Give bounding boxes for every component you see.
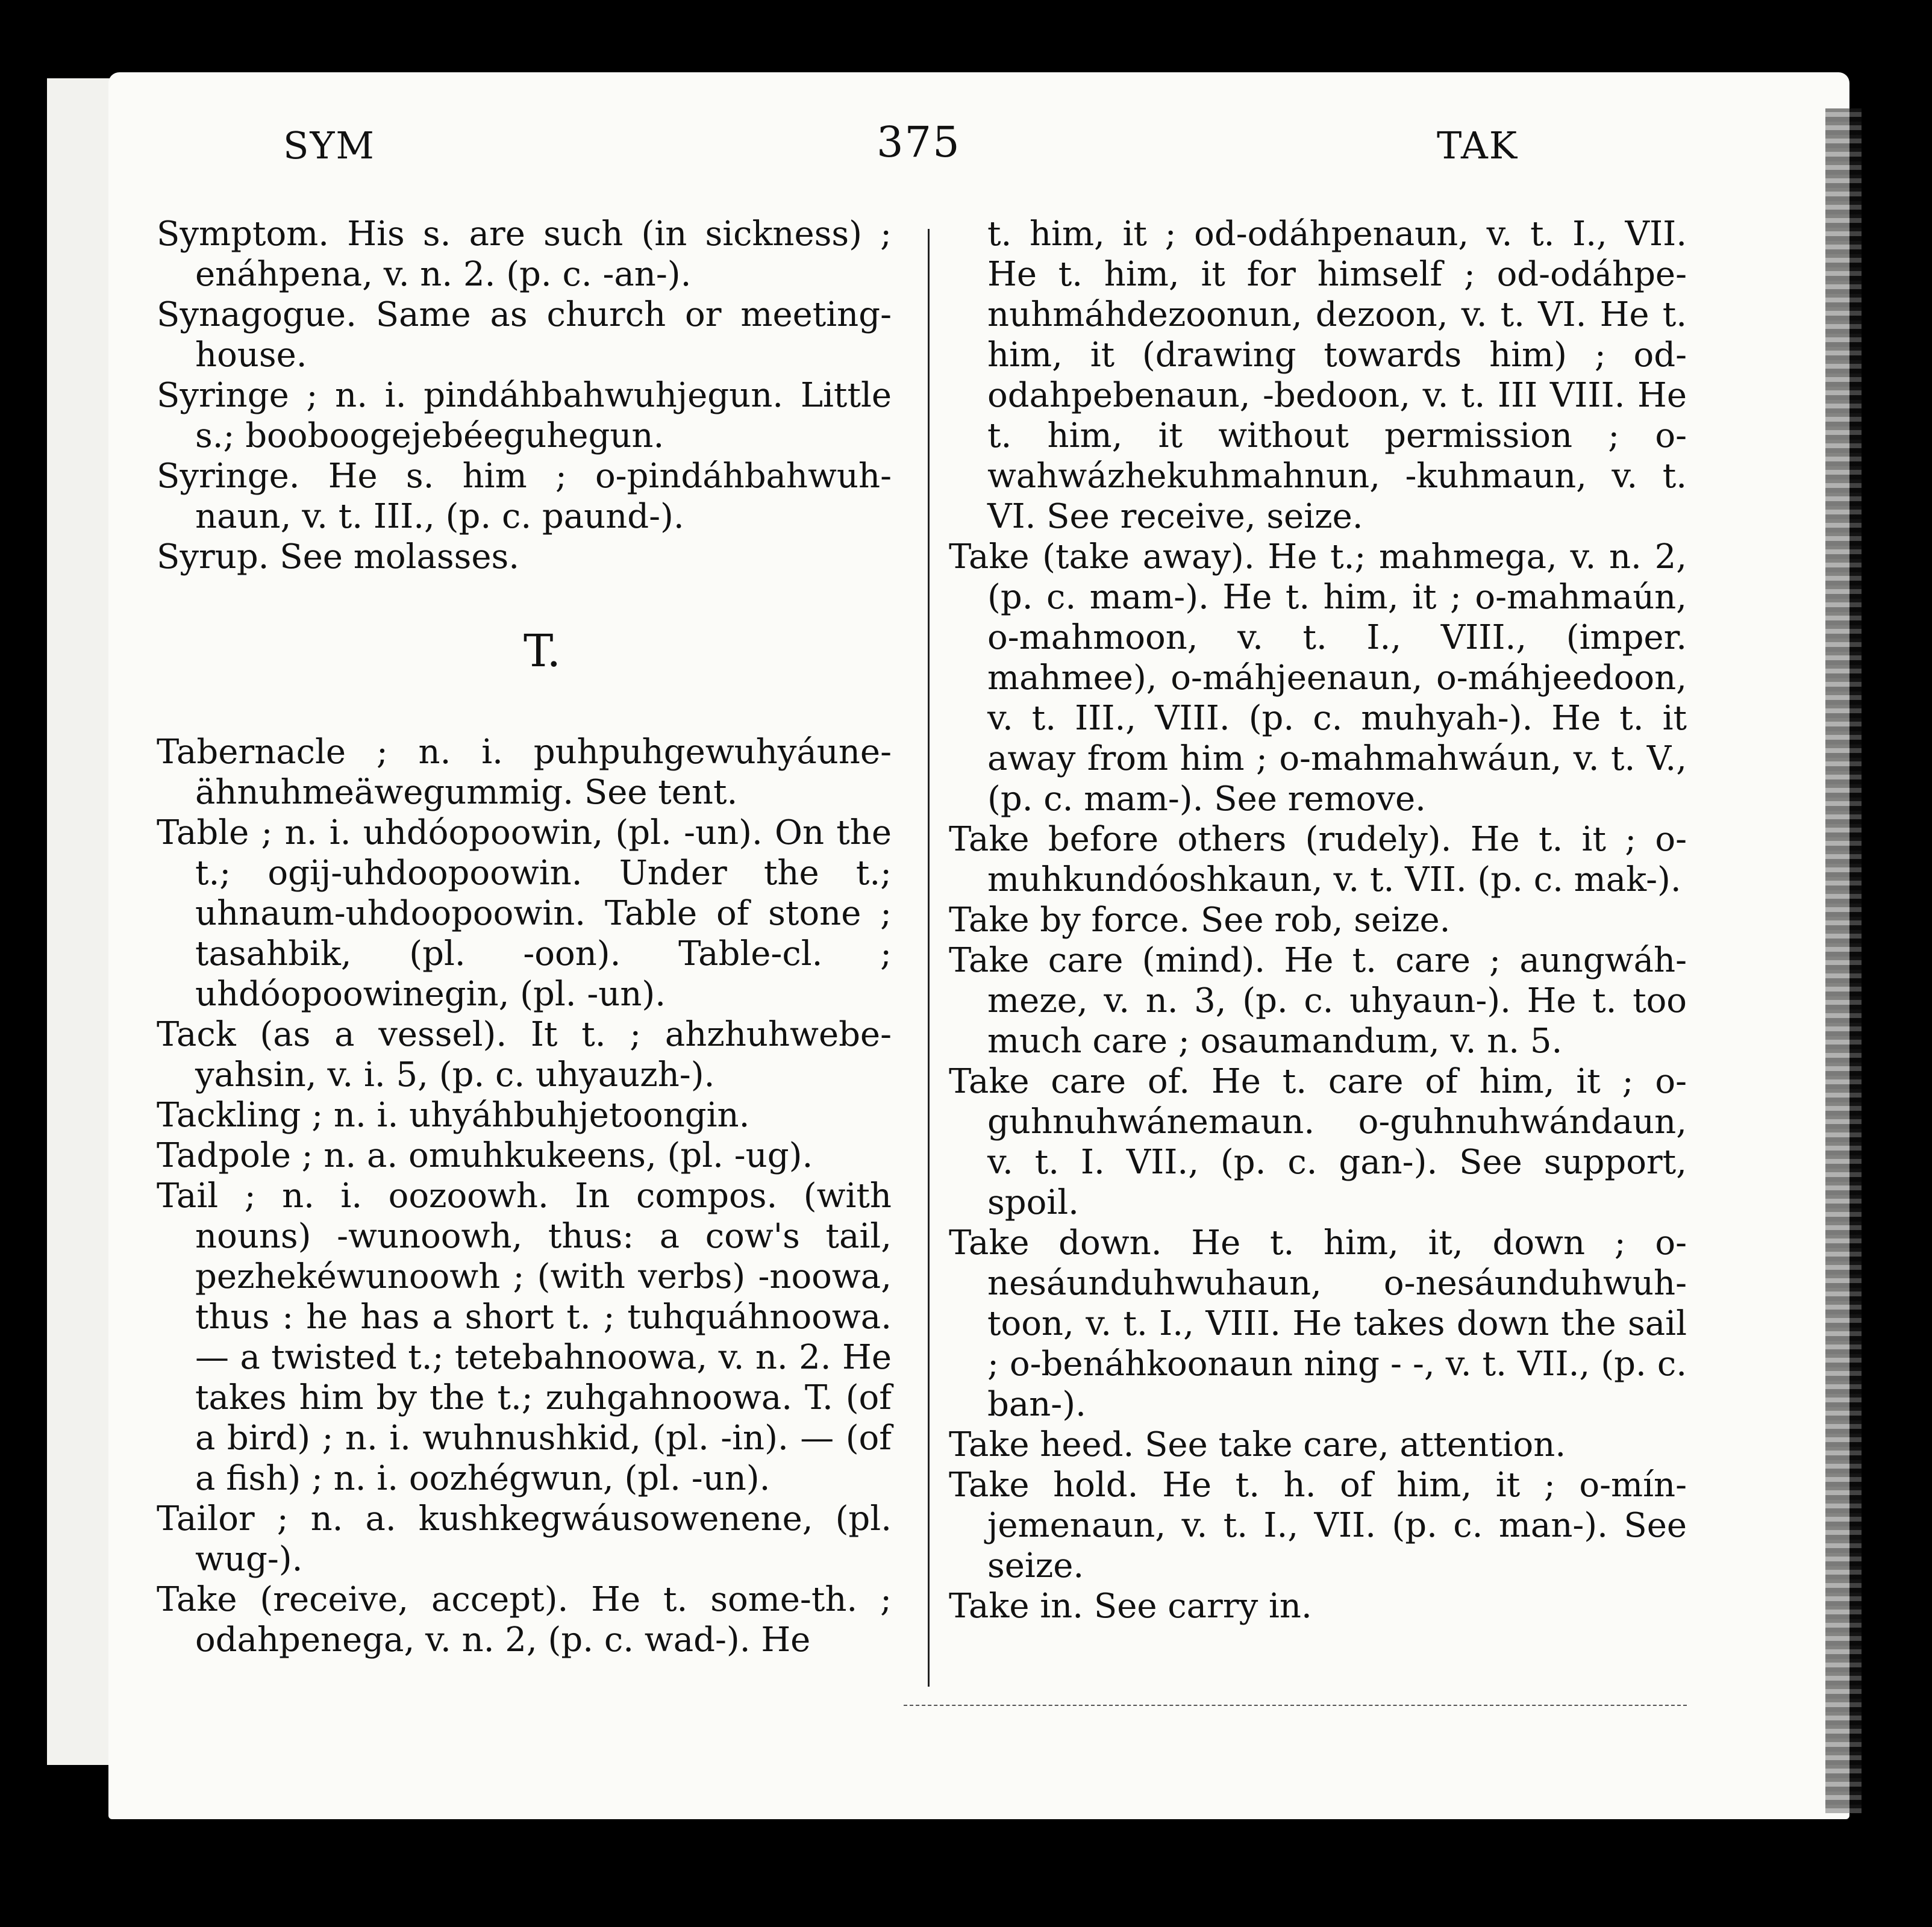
dictionary-entry: Take care (mind). He t. care ; aungwáh-meze, v. n. 3, (p. c. uhyaun-). He t. too much care ; osaumandum, v. n. 5.: [949, 941, 1687, 1061]
dictionary-entry: Take heed. See take care, attention.: [949, 1425, 1566, 1464]
dictionary-entry: Syringe ; n. i. pindáhbahwuhjegun. Little s.; booboogejebéeguhegun.: [157, 376, 892, 455]
dictionary-entry: Symptom. His s. are such (in sickness) ; enáhpena, v. n. 2. (p. c. -an-).: [157, 214, 892, 294]
dictionary-entry: Take before others (rudely). He t. it ; o-muhkundóoshkaun, v. t. VII. (p. c. mak-).: [949, 820, 1687, 899]
dictionary-entry: Take (receive, accept). He t. some-th. ; odahpenega, v. n. 2, (p. c. wad-). He: [157, 1580, 892, 1660]
dictionary-entry: Take care of. He t. care of him, it ; o-guhnuhwánemaun. o-guhnuhwándaun, v. t. I. VII., (p. c. gan-). See support, spoil.: [949, 1062, 1687, 1222]
dictionary-entry: Take hold. He t. h. of him, it ; o-mín-jemenaun, v. t. I., VII. (p. c. man-). See seize.: [949, 1466, 1687, 1585]
page-number: 375: [877, 117, 961, 167]
dictionary-entry: Tack (as a vessel). It t. ; ahzhuhwebe-yahsin, v. i. 5, (p. c. uhyauzh-).: [157, 1015, 892, 1095]
dictionary-entry: Tadpole ; n. a. omuhkukeens, (pl. -ug).: [157, 1136, 813, 1175]
entry-continuation: t. him, it ; od-odáhpenaun, v. t. I., VII. He t. him, it for himself ; od-odáhpe-nuhmáhdezoonun, dezoon, v. t. VI. He t. him, it (drawing towards him) ; od-odahpebenaun, -bedoon, v. t. III VIII. He t. him, it without permission ; o-wahwázhekuhmahnun, -kuhmaun, v. t. VI. See receive, seize.: [987, 214, 1687, 536]
dictionary-entry: Take down. He t. him, it, down ; o-nesáunduhwuhaun, o-nesáunduhwuh-toon, v. t. I., VIII. He takes down the sail ; o-benáhkoonaun ning - -, v. t. VII., (p. c. ban-).: [949, 1223, 1687, 1424]
dictionary-entry: Syrup. See molasses.: [157, 537, 519, 576]
dictionary-entry: Take in. See carry in.: [949, 1587, 1312, 1626]
dictionary-entry: Tailor ; n. a. kushkegwáusowenene, (pl. wug-).: [157, 1499, 892, 1579]
section-letter-heading: T.: [523, 625, 561, 677]
adjacent-page-edge: [47, 78, 113, 1765]
dictionary-entry: Table ; n. i. uhdóopoowin, (pl. -un). On the t.; ogij-uhdoopoowin. Under the t.; uhnaum-uhdoopoowin. Table of stone ; tasahbik, (pl. -oon). Table-cl. ; uhdóopoowinegin, (pl. -un).: [157, 813, 892, 1014]
dictionary-entry: Tabernacle ; n. i. puhpuhgewuhyáune-ähnuhmeäwegummig. See tent.: [157, 732, 892, 812]
left-column: [157, 214, 892, 1660]
header-right-guideword: TAK: [1437, 123, 1519, 167]
right-column: [949, 214, 1687, 1626]
header-left-guideword: SYM: [283, 123, 375, 167]
dictionary-entry: Tail ; n. i. oozoowh. In compos. (with nouns) -wunoowh, thus: a cow's tail, pezhekéwunoowh ; (with verbs) -noowa, thus : he has a short t. ; tuhquáhnoowa. — a twisted t.; tetebahnoowa, v. n. 2. He takes him by the t.; zuhgahnoowa. T. (of a bird) ; n. i. wuhnushkid, (pl. -in). — (of a fish) ; n. i. oozhégwun, (pl. -un).: [157, 1176, 892, 1498]
running-header: [0, 117, 1932, 190]
bottom-dashed-rule: [904, 1705, 1687, 1707]
dictionary-entry: Synagogue. Same as church or meeting-house.: [157, 295, 892, 375]
dictionary-entry: Syringe. He s. him ; o-pindáhbahwuh-naun, v. t. III., (p. c. paund-).: [157, 457, 892, 536]
dictionary-entry: Take (take away). He t.; mahmega, v. n. 2, (p. c. mam-). He t. him, it ; o-mahmaún, o-mahmoon, v. t. I., VIII., (imper. mahmee), o-máhjeenaun, o-máhjeedoon, v. t. III., VIII. (p. c. muhyah-). He t. it away from him ; o-mahmahwáun, v. t. V., (p. c. mam-). See remove.: [949, 537, 1687, 819]
dictionary-entry: Take by force. See rob, seize.: [949, 901, 1451, 940]
dictionary-entry: Tackling ; n. i. uhyáhbuhjetoongin.: [157, 1096, 750, 1135]
page-edge-shadow: [1825, 108, 1862, 1813]
column-divider: [928, 229, 930, 1687]
